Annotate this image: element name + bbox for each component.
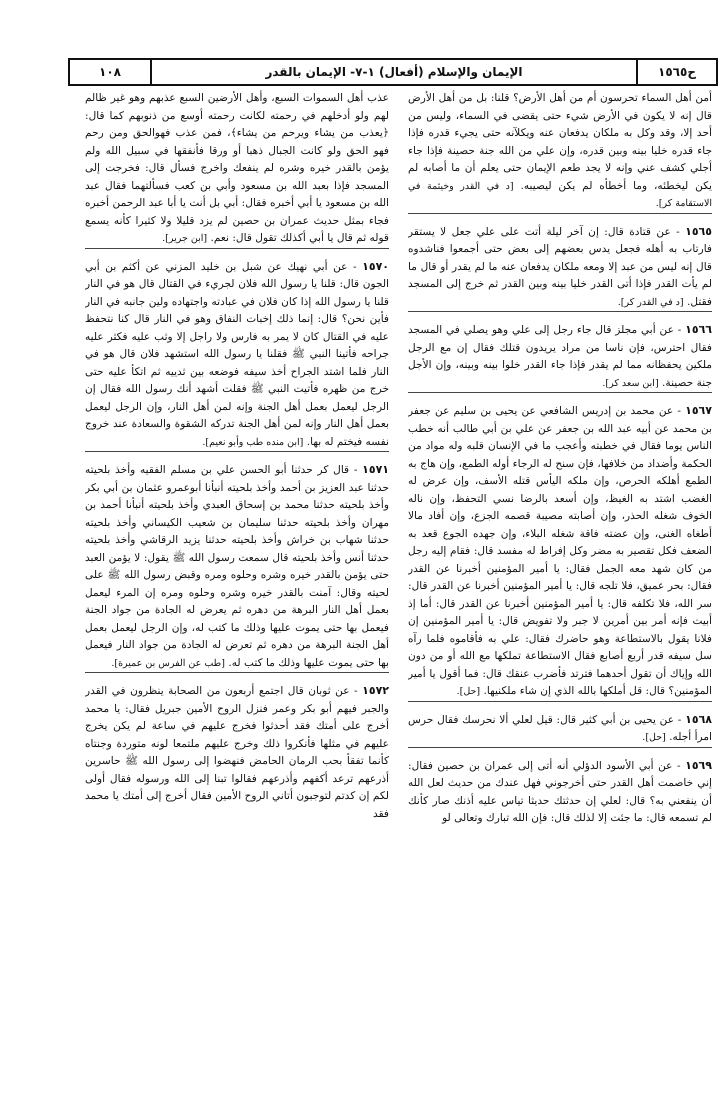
page-number: ١٠٨ xyxy=(99,65,121,79)
hadith-text: عن يحيى بن أبي كثير قال: قيل لعلي ألا نحرسك فقال حرس امرأ أجله. xyxy=(408,713,712,743)
hadith-text: عن قتادة قال: إن آخر ليلة أتت على علي جعل لا يستقر فارتاب به أهله فجعل يدس بعضهم إلى بعض حتى أجمعوا فناشدوه قال إنه ليس من عبد إلا ومعه ملكان يدفعان عنه ما لم يقدر أو قال ما لم يأت القدر فإذا أتى القدر خليا بينه وبين القدر ثم خرج إلى المسجد فقتل. xyxy=(408,225,712,308)
hadith-number: ١٥٧١ xyxy=(362,463,389,476)
hadith-number: ١٥٧٢ xyxy=(362,684,389,697)
dash-separator: - xyxy=(349,685,363,697)
hadith-entry xyxy=(408,711,712,748)
hadith-entry xyxy=(408,757,712,828)
chapter-title: الإيمان والإسلام (أفعال) ١-٧- الإيمان بالقدر xyxy=(150,60,636,84)
hadith-entry xyxy=(85,461,389,673)
dash-separator: - xyxy=(673,324,686,336)
source-reference: [ابن منده طب وأبو نعيم]. xyxy=(202,436,304,448)
source-reference: [د في القدر وخيثمة في الاستقامة كر]. xyxy=(408,180,712,209)
hadith-text: عن محمد بن إدريس الشافعي عن يحيى بن سليم عن جعفر بن محمد عن أبيه عبد الله بن جعفر عن علي بن أبي طالب أنه خطب الناس يوما فقال في خطبته وأعجب ما في الإنسان قلبه وله مواد من الحكمة وأضداد من خلافها، فإن سنح له الرجاء أوله الطمع، وإن هاج به الطمع أهلكه الحرص، وإن ملكه اليأس قتله الأسف، وإن عرض له الغضب اشتد به الغيظ، وإن أسعد بالرضا نسي التحفظ، وإن ناله الخوف شغله الحذر، وإن أصابته مصيبة قصمه الجزع، وإن أفاد مالا أطغاه الغنى، وإن عضته فاقة شغله البلاء، وإن جهده الجوع قعد به الضعف فكل تقصير به مضر وكل إفراط له مفسد قال: فقام إليه رجل من كان شهد معه الجمل فقال: يا أمير المؤمنين أخبرنا عن القدر فقال: بحر عميق، فلا تلجه قال: يا أمير المؤمنين أخبرنا عن القدر قال: سر الله، فلا تكلفه قال: يا أمير المؤمنين أخبرنا عن القدر قال: أما إذ أبيت فإنه أمر بين أمرين لا جبر ولا تفويض قال: يا أمير المؤمنين إن فلانا يقول بالاستطاعة وهو حاضرك فقال: علي به فأقاموه فلما رآه سل سيفه قدر أربع أصابع فقال الاستطاعة تملكها مع الله أو من دون الله وإياك أن تقول أحدهما فترتد فأضرب عنقك قال: فما أقول يا أمير المؤمنين؟ قال: قل أملكها بالله الذي إن شاء ملكنيها. xyxy=(408,405,712,697)
hadith-text: أمن أهل السماء تحرسون أم من أهل الأرض؟ قلنا: بل من أهل الأرض قال إنه لا يكون في الأرض شيء حتى يقضى في السماء، وليس من أحد إلا، وقد وكل به ملكان يدفعان عنه ويكلآنه حتى يجيء قدره فإذا جاء قدره خليا بينه وبين قدره، وإن علي من الله جنة حصينة فإذا جاء أجلي كشف عني وإنه لا يجد طعم الإيمان حتى يعلم أن ما أصابه لم يكن ليخطئه، وما أخطأه لم يكن ليصيبه. xyxy=(408,92,712,192)
hadith-entry xyxy=(408,402,712,702)
hadith-entry xyxy=(85,90,389,249)
dash-separator: - xyxy=(349,464,363,476)
page-header xyxy=(68,58,718,86)
right-text-column xyxy=(408,90,712,1100)
source-reference: [ابن سعد كر]. xyxy=(602,377,659,389)
hadith-text: عن أبي الأسود الدؤلي أنه أتى إلى عمران بن حصين فقال: إني خاصمت أهل القدر حتى أخرجوني فهل عندك من حديث لعل الله أن ينفعني به؟ قال: لعلي إن حدثتك حديثا تياس عليه أذنك صار كأنك لم تسمعه قال: ما جئت إلا لذلك قال: فإن الله تبارك وتعالى لو xyxy=(408,759,712,824)
dash-separator: - xyxy=(670,225,686,238)
source-reference: [حل]. xyxy=(642,732,666,743)
dash-separator: - xyxy=(674,713,686,726)
dash-separator: - xyxy=(347,260,363,273)
hadith-text: عن ثوبان قال اجتمع أربعون من الصحابة ينظرون في القدر والجبر فيهم أبو بكر وعمر فنزل الروح الأمين جبريل فقال: يا محمد أخرج على أمتك فقد أحدثوا فخرج عليهم في ساعة لم يكن يخرج عليهم في مثلها فأنكروا ذلك وخرج عليهم ملتمعا لونه متوردة وجنتاه كأنما تفقأ بحب الرمان الحامض فنهضوا إلى رسول الله ﷺ حاسرين أذرعهم ترعد أكفهم وأذرعهم فقالوا تبنا إلى الله ورسوله فقال أولى لكم إن كدتم لتوجبون أتاني الروح الأمين فقال أخرج إلى أمتك يا محمد فقد xyxy=(85,685,389,820)
hadith-text: عن أبي نهيك عن شبل بن خليد المزني عن أكثم بن أبي الجون قال: قلنا يا رسول الله فلان لجريء في القتال قال هو في النار قلنا يا رسول الله إذا كان فلان في عبادته واجتهاده ولين جانبه في النار فأين نحن؟ قال: إنما ذلك إخبات النفاق وهو في النار قال كنا نتحفظ عليه في القتال كان لا يمر به فارس ولا راجل إلا وثب عليه فكثر عليه جراحه فأتينا النبي ﷺ فقلنا يا رسول الله استشهد فلان قال هو في النار فلما اشتد الجراح أخذ سيفه فوضعه بين ثدييه ثم اتكأ عليه حتى خرج من ظهره فأتيت النبي ﷺ فقلت أشهد أنك رسول الله فقال إن الرجل ليعمل بعمل أهل الجنة وإنه لمن أهل النار، وإن الرجل ليعمل بعمل أهل النار وإنه لمن أهل الجنة تدركه الشقوة والسعادة عند خروج نفسه فيختم له بها. xyxy=(85,260,389,448)
left-text-column xyxy=(85,90,389,1100)
hadith-text: قال كر حدثنا أبو الحسن علي بن مسلم الفقيه وأخذ بلحيته حدثنا عبد العزيز بن أحمد وأخذ بلحيته أنبأنا أبوعمرو عثمان بن أبي بكر وأخذ بلحيته حدثنا محمد بن إسحاق العبدي وأخذ بلحيته أنبأنا أحمد بن مهران وأخذ بلحيته حدثنا سليمان بن شعيب الكيساني وأخذ بلحيته حدثنا شهاب بن خراش وأخذ بلحيته حدثنا يزيد الرقاشي وأخذ بلحيته حدثنا أنس وأخذ بلحيته قال سمعت رسول الله ﷺ يقول: لا يؤمن العبد حتى يؤمن بالقدر خيره وشره وحلوه ومره وقبض رسول الله ﷺ على لحيته وقال: آمنت بالقدر خيره وشره وحلوه ومره إن المرء ليعمل بعمل أهل النار البرهة من دهره ثم يعرض له الجادة من جواد الجنة فيعمل بها حتى يموت عليها وذلك ما كتب له، وإن الرجل ليعمل بعمل أهل الجنة البرهة من دهره ثم تعرض له الجادة من جواد النار فيعمل بها حتى يموت عليها وذلك ما كتب له. xyxy=(85,464,389,669)
hadith-entry xyxy=(408,223,712,313)
hadith-text: عن أبي مجلز قال جاء رجل إلى علي وهو يصلي في المسجد فقال احترس، فإن ناسا من مراد يريدون قتلك فقال إن مع الرجل ملكين يحفظانه مما لم يقدر فإذا جاء القدر خلوا بينه وبينه، وإن الأجل جنة حصينة. xyxy=(408,324,712,389)
source-reference: [ابن جرير]. xyxy=(162,233,208,244)
hadith-number: ١٥٦٨ xyxy=(685,712,712,726)
hadith-number: ١٥٦٥ xyxy=(685,224,712,238)
dash-separator: - xyxy=(672,759,686,772)
hadith-number: ١٥٦٦ xyxy=(685,323,712,336)
hadith-number: ١٥٦٩ xyxy=(685,758,712,772)
hadith-number: ١٥٦٧ xyxy=(685,404,712,417)
hadith-range-ref: ح١٥٦٥ xyxy=(636,60,716,84)
dash-separator: - xyxy=(673,405,686,417)
hadith-number: ١٥٧٠ xyxy=(362,259,389,273)
hadith-entry xyxy=(408,321,712,393)
hadith-entry xyxy=(85,258,389,453)
hadith-entry xyxy=(85,682,389,823)
hadith-entry xyxy=(408,90,712,214)
hadith-text: عذب أهل السموات السبع، وأهل الأرضين السبع عذبهم وهو غير ظالم لهم ولو أدخلهم في رحمته لكانت رحمته أوسع من ذنوبهم كما قال: ﴿يعذب من يشاء ويرحم من يشاء﴾، فمن عذب فهوالحق ومن رحم فهو الحق ولو كانت الجبال ذهبا أو ورقا فأنفقها في سبيل الله ولم يؤمن بالقدر خيره وشره لم ينفعك واخرج فسأل قال: فخرجت إلى المسجد فإذا بعبد الله بن مسعود وأبي بن كعب فسألتهما فقال عبد الله بن مسعود يا أبي أخبره فقال: أبي بل أنت يا أبا عبد الرحمن أخبره فجاء بمثل حديث عمران بن حصين لم يزد قليلا ولا كثيرا كأنه يسمع قوله ثم قال يا أبي أكذلك تقول قال: نعم. xyxy=(85,92,389,244)
source-reference: [د في القدر كر]. xyxy=(617,296,684,308)
source-reference: [حل]. xyxy=(456,686,481,697)
source-reference: [طب عن الفرس بن عميرة]. xyxy=(111,657,225,669)
